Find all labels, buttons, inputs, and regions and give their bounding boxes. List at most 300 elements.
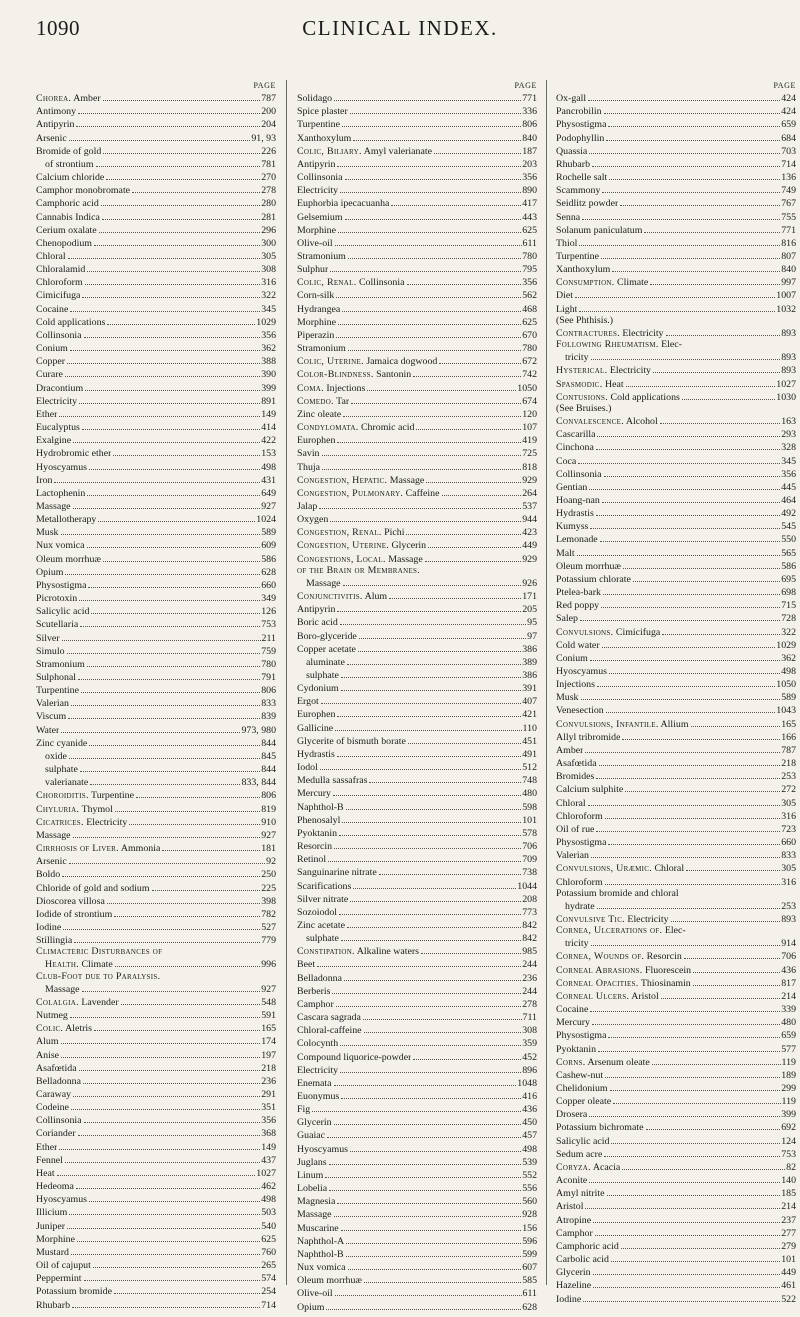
remedy-name: Salicylic acid: [36, 606, 90, 618]
dot-leader: [579, 236, 780, 246]
index-entry: [297, 1194, 537, 1207]
entry-text: [36, 409, 57, 420]
page-ref: 339: [781, 1004, 796, 1016]
remedy-name: Magnesia: [297, 1196, 336, 1208]
dot-leader: [613, 1094, 780, 1104]
remedy-name: Climate: [81, 959, 113, 971]
dot-leader: [74, 933, 260, 943]
remedy-name: Copper: [36, 356, 66, 368]
column-page-label: PAGE: [773, 81, 796, 90]
page-ref: 452: [522, 1051, 537, 1063]
index-entry: [297, 602, 537, 615]
remedy-name: Ether: [36, 1141, 58, 1153]
dot-leader: [596, 440, 780, 450]
entry-text: [36, 646, 65, 657]
remedy-name: Antipyrin: [297, 604, 336, 616]
entry-text: [297, 383, 365, 394]
page-ref: 842: [522, 933, 537, 945]
entry-text: [36, 225, 97, 236]
remedy-name: Musk: [556, 692, 579, 704]
page-ref: 890: [522, 185, 537, 197]
heading-term: Choroiditis.: [36, 790, 89, 802]
entry-text: [556, 469, 602, 480]
entry-text: [36, 790, 134, 801]
entry-text: [36, 1050, 59, 1061]
page-ref: 625: [522, 224, 537, 236]
remedy-name: Naphthol-A: [297, 1235, 345, 1247]
dot-leader: [62, 631, 261, 641]
page-ref: 328: [781, 442, 796, 454]
dot-leader: [346, 800, 522, 810]
remedy-name: Alcohol: [625, 416, 658, 428]
page-ref: 322: [781, 626, 796, 638]
entry-text: [36, 238, 92, 249]
index-heading-entry: [556, 414, 796, 427]
remedy-name: Camphoric acid: [556, 1240, 619, 1252]
dot-leader: [691, 717, 781, 727]
remedy-name: Hyoscyamus: [36, 1194, 88, 1206]
entry-text: [36, 488, 85, 499]
page-ref: 522: [781, 1293, 796, 1305]
dot-leader: [439, 354, 521, 364]
entry-text: [556, 304, 577, 315]
remedy-name: Red poppy: [556, 600, 600, 612]
dot-leader: [82, 420, 260, 430]
index-entry: [36, 907, 276, 920]
index-entry: [297, 1115, 537, 1128]
remedy-name: Peppermint: [36, 1273, 82, 1285]
dot-leader: [693, 963, 780, 973]
index-entry: [36, 183, 276, 196]
page-ref: 92: [266, 856, 276, 868]
remedy-name: Potassium bromide: [36, 1286, 112, 1298]
index-entry: [36, 1113, 276, 1126]
dot-leader: [69, 749, 260, 759]
index-heading-entry: [297, 944, 537, 957]
page-ref: 1027: [776, 378, 796, 390]
remedy-name: Chromic acid: [360, 422, 415, 434]
remedy-name: Hydrangea: [297, 303, 341, 315]
dot-leader: [347, 655, 521, 665]
page-ref: 674: [522, 395, 537, 407]
heading-term: Colic.: [36, 1023, 64, 1035]
index-entry: [297, 210, 537, 223]
page-ref: 424: [781, 106, 796, 118]
page-ref: 356: [261, 329, 276, 341]
dot-leader: [340, 1036, 521, 1046]
index-entry: [297, 642, 537, 655]
page-ref: 910: [261, 816, 276, 828]
dot-leader: [113, 446, 260, 456]
index-entry: [36, 196, 276, 209]
page-ref: 200: [261, 106, 276, 118]
index-entry: [297, 707, 537, 720]
remedy-name: Solanum paniculatum: [556, 224, 643, 236]
index-heading-entry: [556, 861, 796, 874]
remedy-name: Pyoktanin: [556, 1043, 597, 1055]
dot-leader: [335, 236, 522, 246]
entry-text: [36, 698, 69, 709]
page-ref: 574: [261, 1273, 276, 1285]
index-entry: [556, 875, 796, 888]
page-ref: 119: [781, 1056, 796, 1068]
remedy-name: Chloride of gold and sodium: [36, 882, 150, 894]
index-entry: [556, 480, 796, 493]
remedy-name: Zinc cyanide: [36, 737, 88, 749]
page-ref: 586: [261, 553, 276, 565]
heading-term: Conjunctivitis.: [297, 591, 363, 603]
remedy-name: Iodine: [36, 921, 62, 933]
page-ref: 97: [527, 630, 537, 642]
entry-text: [297, 1144, 348, 1155]
remedy-name: Euonymus: [297, 1091, 340, 1103]
page-ref: 308: [522, 1025, 537, 1037]
index-entry: [297, 1128, 537, 1141]
column-divider: [546, 80, 547, 1285]
page-ref: 270: [261, 172, 276, 184]
index-entry: [36, 170, 276, 183]
page-ref: 399: [781, 1109, 796, 1121]
index-entry: [36, 315, 276, 328]
heading-term: Color-Blindness.: [297, 369, 374, 381]
dot-leader: [98, 512, 255, 522]
page-ref: 291: [261, 1089, 276, 1101]
entry-text: [297, 146, 432, 157]
dot-leader: [363, 1010, 522, 1020]
dot-leader: [350, 892, 521, 902]
column-page-label: PAGE: [514, 81, 537, 90]
index-entry: [297, 971, 537, 984]
dot-leader: [610, 1081, 781, 1091]
remedy-name: Resorcin: [297, 841, 333, 853]
remedy-name: Belladonna: [36, 1075, 81, 1087]
entry-text: [556, 613, 578, 624]
remedy-name: Beet: [297, 959, 316, 971]
dot-leader: [596, 506, 780, 516]
dot-leader: [338, 223, 521, 233]
index-entry: [36, 565, 276, 578]
page-ref: 421: [522, 709, 537, 721]
entry-text: [297, 277, 405, 288]
remedy-name: Viscum: [36, 711, 67, 723]
dot-leader: [107, 315, 255, 325]
dot-leader: [351, 394, 521, 404]
index-entry: [556, 91, 796, 104]
remedy-name: Copper oleate: [556, 1096, 612, 1108]
page-ref: 174: [261, 1036, 276, 1048]
remedy-name: Electricity: [609, 365, 651, 377]
remedy-name: Massage: [45, 983, 80, 995]
page-ref: 362: [781, 652, 796, 664]
remedy-name: Morphine: [297, 316, 336, 328]
dot-leader: [340, 1063, 521, 1073]
page-ref: 598: [522, 801, 537, 813]
index-entry: [36, 644, 276, 657]
page-ref: 659: [781, 119, 796, 131]
entry-text: [297, 1065, 338, 1076]
remedy-name: Euphorbia ipecacuanha: [297, 198, 390, 210]
index-entry: [297, 315, 537, 328]
entry-text: [556, 925, 686, 936]
remedy-name: Physostigma: [556, 119, 607, 131]
dot-leader: [597, 899, 781, 909]
index-entry: [556, 664, 796, 677]
dot-leader: [79, 394, 260, 404]
dot-leader: [602, 638, 776, 648]
dot-leader: [611, 1134, 780, 1144]
page-ref: 171: [522, 591, 537, 603]
remedy-name: Hyoscyamus: [556, 666, 608, 678]
dot-leader: [339, 905, 521, 915]
index-entry: [556, 572, 796, 585]
entry-text: [36, 435, 71, 446]
remedy-name: Valerian: [36, 698, 69, 710]
entry-text: [297, 369, 411, 380]
entry-text: [556, 888, 679, 899]
remedy-name: Oil of cajuput: [36, 1260, 91, 1272]
index-entry: [36, 617, 276, 630]
index-entry: [556, 196, 796, 209]
index-heading-entry: [36, 788, 276, 801]
entry-text: [297, 1262, 346, 1273]
entry-text: [556, 653, 588, 664]
index-entry: [36, 1232, 276, 1245]
index-entry: [36, 1205, 276, 1218]
dot-leader: [69, 854, 265, 864]
index-entry: [556, 1199, 796, 1212]
dot-leader: [78, 104, 260, 114]
remedy-name: Cocaine: [556, 1004, 589, 1016]
index-entry: [36, 670, 276, 683]
remedy-name: Electricity: [297, 185, 339, 197]
index-entry: [297, 1247, 537, 1260]
dot-leader: [93, 1258, 260, 1268]
index-entry: [297, 262, 537, 275]
page-ref: 767: [781, 198, 796, 210]
entry-text: [556, 784, 623, 795]
index-heading-entry: [297, 552, 537, 565]
heading-term: Comedo.: [297, 395, 334, 407]
entry-text: [36, 119, 74, 130]
remedy-name: Hyoscyamus: [36, 461, 88, 473]
remedy-name: Cimicifuga: [36, 290, 81, 302]
index-entry: [556, 546, 796, 559]
remedy-name: Quassia: [556, 145, 588, 157]
entry-text: [297, 554, 423, 565]
page-ref: 359: [522, 1038, 537, 1050]
index-entry: [297, 104, 537, 117]
entry-text: [36, 1221, 65, 1232]
heading-term: Spasmodic.: [556, 378, 603, 390]
entry-text: [556, 1070, 603, 1081]
index-entry: [297, 1102, 537, 1115]
page-ref: 443: [522, 211, 537, 223]
entry-text: [556, 850, 589, 861]
entry-text: [297, 999, 334, 1010]
page-ref: 451: [522, 735, 537, 747]
remedy-name: Kumyss: [556, 521, 589, 533]
entry-text: [36, 567, 63, 578]
index-entry: [297, 629, 537, 642]
dot-leader: [62, 867, 260, 877]
entry-text: [36, 146, 101, 157]
index-entry: [556, 1239, 796, 1252]
page-ref: 1029: [256, 316, 276, 328]
page-ref: 419: [522, 435, 537, 447]
dot-leader: [608, 117, 780, 127]
page-ref: 110: [522, 722, 537, 734]
remedy-name: Thymol: [81, 803, 113, 815]
dot-leader: [73, 828, 261, 838]
dot-leader: [599, 756, 781, 766]
index-entry: [556, 796, 796, 809]
page-ref: 672: [522, 356, 537, 368]
remedy-name: tricity: [565, 938, 589, 950]
dot-leader: [625, 782, 780, 792]
index-entry: [36, 157, 276, 170]
entry-text: [45, 751, 67, 762]
page-ref: 589: [261, 527, 276, 539]
index-entry: [36, 512, 276, 525]
page-ref: 101: [781, 1254, 796, 1266]
remedy-name: Silver nitrate: [297, 893, 349, 905]
entry-text: [36, 1076, 81, 1087]
index-entry: [297, 721, 537, 734]
index-entry: [556, 1002, 796, 1015]
page-ref: 457: [522, 1130, 537, 1142]
index-heading-entry: [36, 802, 276, 815]
page-ref: 844: [261, 737, 276, 749]
entry-text: [556, 758, 597, 769]
index-entry: [36, 117, 276, 130]
entry-text: [297, 172, 343, 183]
remedy-name: Heat: [36, 1167, 55, 1179]
entry-text: [556, 1017, 590, 1028]
remedy-name: Sulphur: [297, 264, 329, 276]
index-heading-entry: [556, 363, 796, 376]
entry-text: [36, 1142, 57, 1153]
remedy-name: Antipyrin: [297, 158, 336, 170]
remedy-name: Cocaine: [36, 303, 69, 315]
remedy-name: Bromide of gold: [36, 145, 102, 157]
page-ref: 277: [781, 1227, 796, 1239]
index-entry: [556, 223, 796, 236]
page-ref: 449: [781, 1267, 796, 1279]
remedy-name: Anise: [36, 1049, 60, 1061]
entry-text: [297, 501, 317, 512]
index-entry: [556, 302, 796, 315]
page-ref: 1007: [776, 290, 796, 302]
page-ref: 1032: [776, 303, 796, 315]
index-entry: [556, 822, 796, 835]
page-ref: 204: [261, 119, 276, 131]
entry-text: [556, 1267, 591, 1278]
index-entry: [36, 1258, 276, 1271]
entry-text: [36, 856, 67, 867]
dot-leader: [588, 796, 781, 806]
page-ref: 779: [261, 935, 276, 947]
entry-text: [556, 1228, 593, 1239]
page-ref: 278: [522, 998, 537, 1010]
page-ref: 537: [522, 500, 537, 512]
remedy-name: Senna: [556, 211, 581, 223]
entry-text: [556, 587, 601, 598]
dot-leader: [601, 598, 780, 608]
page-ref: 660: [781, 837, 796, 849]
entry-text: [297, 514, 328, 525]
page-ref: 787: [781, 744, 796, 756]
heading-term: Following Rheumatism.: [556, 339, 659, 351]
page-ref: 748: [522, 775, 537, 787]
index-column-3: [556, 80, 796, 1305]
index-entry: [297, 1076, 537, 1089]
dot-leader: [348, 341, 521, 351]
dot-leader: [88, 578, 260, 588]
index-entry: [297, 760, 537, 773]
index-entry: [297, 407, 537, 420]
heading-term: Cornea, Ulcerations of.: [556, 925, 663, 937]
remedy-name: Exalgine: [36, 435, 72, 447]
index-entry: [36, 1126, 276, 1139]
heading-term: Cirrhosis of Liver.: [36, 843, 119, 855]
page-ref: 305: [781, 797, 796, 809]
remedy-name: Mercury: [297, 788, 331, 800]
entry-text: [297, 802, 344, 813]
page-ref: 218: [781, 758, 796, 770]
remedy-name: Cydonium: [297, 683, 339, 695]
dot-leader: [622, 730, 780, 740]
index-entry: [297, 576, 537, 589]
remedy-name: Salep: [556, 613, 578, 625]
index-entry: [297, 249, 537, 262]
page-ref: 462: [261, 1181, 276, 1193]
dot-leader: [339, 826, 521, 836]
entry-text: [565, 901, 595, 912]
page-ref: 414: [261, 422, 276, 434]
dot-leader: [69, 1205, 260, 1215]
entry-text: [45, 764, 78, 775]
index-entry: [297, 236, 537, 249]
index-entry: [556, 157, 796, 170]
remedy-name: Nux vomica: [297, 1262, 346, 1274]
page-ref: 787: [261, 93, 276, 105]
dot-leader: [605, 1068, 780, 1078]
remedy-name: Oleum morrhuæ: [36, 553, 102, 565]
page-ref: 628: [261, 566, 276, 578]
entry-text: [556, 719, 689, 730]
index-entry: [297, 734, 537, 747]
dot-leader: [597, 427, 780, 437]
entry-text: [36, 804, 113, 815]
dot-leader: [337, 747, 521, 757]
dot-leader: [608, 1028, 780, 1038]
remedy-name: Physostigma: [36, 579, 87, 591]
index-entry: [556, 170, 796, 183]
remedy-name: Collinsonia: [556, 468, 602, 480]
heading-term: Cornea, Wounds of.: [556, 951, 645, 963]
entry-text: [36, 1036, 59, 1047]
remedy-name: Gelsemium: [297, 211, 343, 223]
page-ref: 296: [261, 224, 276, 236]
remedy-name: Chelidonium: [556, 1083, 608, 1095]
page-ref: 272: [781, 784, 796, 796]
remedy-name: Savin: [297, 448, 320, 460]
dot-leader: [103, 552, 260, 562]
entry-text: [36, 1207, 67, 1218]
remedy-name: Camphor: [556, 1227, 593, 1239]
entry-text: [297, 448, 320, 459]
index-heading-entry: [36, 971, 276, 982]
